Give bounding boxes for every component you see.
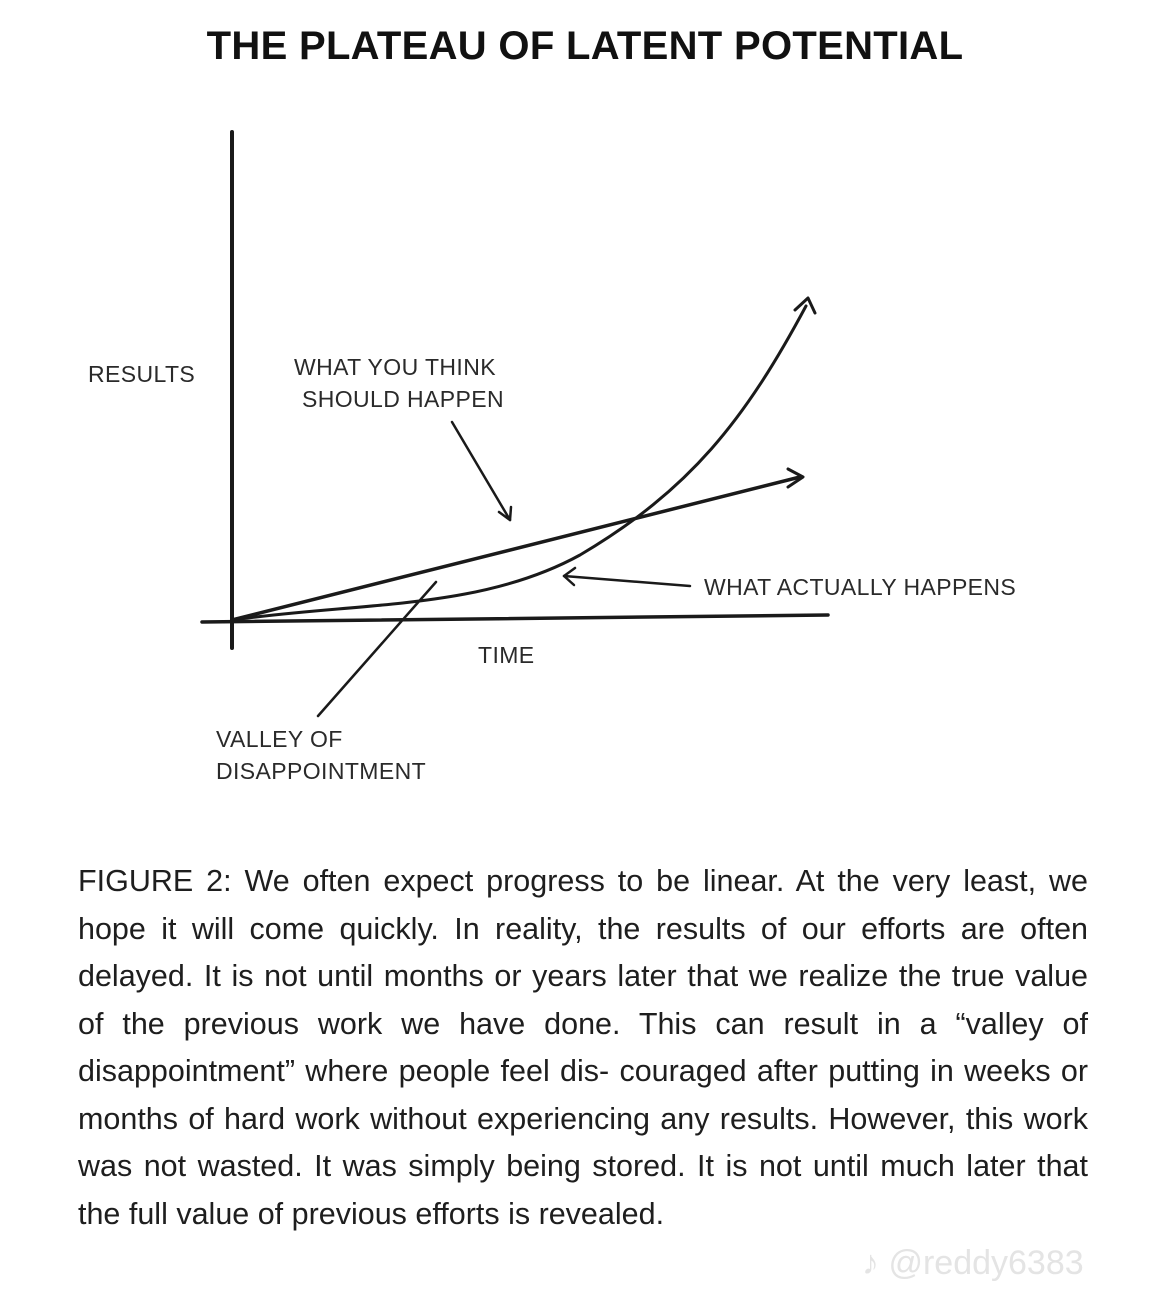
actual-label: WHAT ACTUALLY HAPPENS [704, 574, 1017, 600]
expected-label-line-2: SHOULD HAPPEN [302, 386, 505, 412]
figure-caption: FIGURE 2: We often expect progress to be linear. At the very least, we hope it will come quickly. In reality, the results of our efforts are often delayed. It is not until months or years later that we realize the true value of the previous work we have done. This can result in a “valley of disappointment” where people feel dis- couraged after putting in weeks or months of hard work without experiencing any results. However, this work was not wasted. It was simply being stored. It is not until much later that the full value of previous efforts is revealed. [78, 864, 1088, 1231]
y-axis-label: RESULTS [88, 361, 196, 387]
valley-label-line-1: VALLEY OF [216, 726, 343, 752]
x-axis-label: TIME [478, 642, 535, 668]
x-axis [202, 615, 828, 622]
actual-pointer [564, 576, 690, 586]
valley-pointer [318, 582, 436, 716]
watermark: ♪ @reddy6383 [862, 1244, 1084, 1282]
expected-label-line-1: WHAT YOU THINK [294, 354, 496, 380]
expected-pointer [452, 422, 510, 520]
diagram-title: THE PLATEAU OF LATENT POTENTIAL [206, 24, 964, 68]
valley-label-line-2: DISAPPOINTMENT [216, 758, 427, 784]
